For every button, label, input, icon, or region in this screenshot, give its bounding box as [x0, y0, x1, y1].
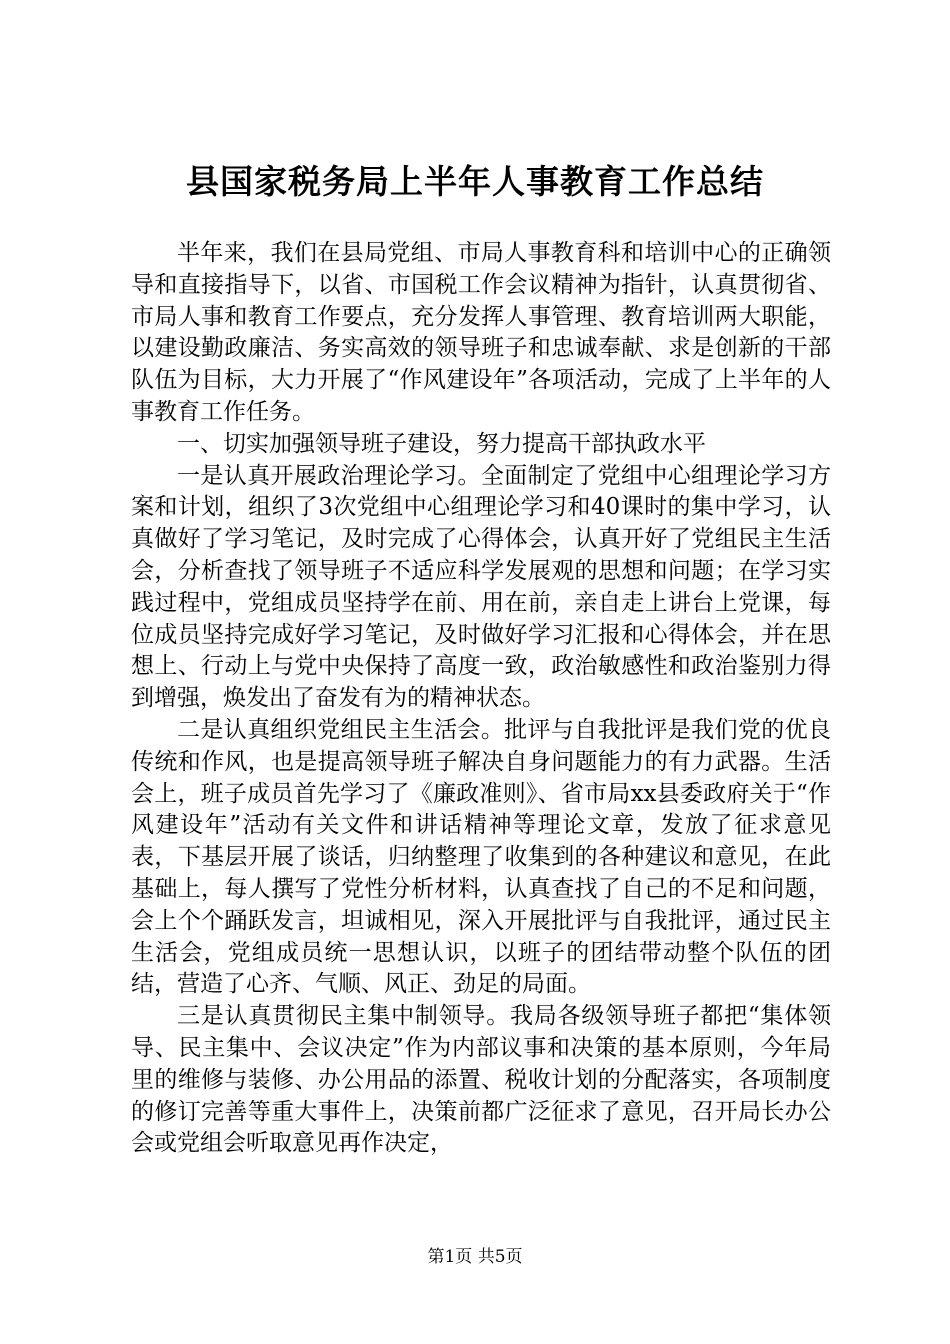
page-number-footer: 第1页 共5页 — [427, 1247, 523, 1267]
document-title: 县国家税务局上半年人事教育工作总结 — [186, 162, 764, 201]
paragraph-democratic-life: 二是认真组织党组民主生活会。批评与自我批评是我们党的优良传统和作风，也是提高领导班子解决自身问题能力的有力武器。生活会上，班子成员首先学习了《廉政准则》、省市局xx县委政府关于“作风建设年”活动有关文件和讲话精神等理论文章，发放了征求意见表，下基层开展了谈话，归纳整理了收集到的各种建议和意见，在此基础上，每人撰写了党性分析材料，认真查找了自己的不足和问题，会上个个踊跃发言，坦诚相见，深入开展批评与自我批评，通过民主生活会，党组成员统一思想认识，以班子的团结带动整个队伍的团结，营造了心齐、气顺、风正、劲足的局面。 — [131, 716, 831, 998]
paragraph-theory-study: 一是认真开展政治理论学习。全面制定了党组中心组理论学习方案和计划，组织了3次党组中心组理论学习和40课时的集中学习，认真做好了学习笔记，及时完成了心得体会，认真开好了党组民主生活会，分析查找了领导班子不适应科学发展观的思想和问题；在学习实践过程中，党组成员坚持学在前、用在前，亲自走上讲台上党课，每位成员坚持完成好学习笔记，及时做好学习汇报和心得体会，并在思想上、行动上与党中央保持了高度一致，政治敏感性和政治鉴别力得到增强，焕发出了奋发有为的精神状态。 — [131, 462, 831, 712]
section-heading-1: 一、切实加强领导班子建设，努力提高干部执政水平 — [177, 430, 706, 457]
paragraph-democratic-centralism: 三是认真贯彻民主集中制领导。我局各级领导班子都把“集体领导、民主集中、会议决定”作为内部议事和决策的基本原则，今年局里的维修与装修、办公用品的添置、税收计划的分配落实，各项制度的修订完善等重大事件上，决策前都广泛征求了意见，召开局长办公会或党组会听取意见再作决定， — [131, 1003, 831, 1157]
document-body — [131, 238, 831, 1160]
paragraph-intro: 半年来，我们在县局党组、市局人事教育科和培训中心的正确领导和直接指导下，以省、市国税工作会议精神为指针，认真贯彻省、市局人事和教育工作要点，充分发挥人事管理、教育培训两大职能，以建设勤政廉洁、务实高效的领导班子和忠诚奉献、求是创新的干部队伍为目标，大力开展了“作风建设年”各项活动，完成了上半年的人事教育工作任务。 — [131, 240, 831, 425]
